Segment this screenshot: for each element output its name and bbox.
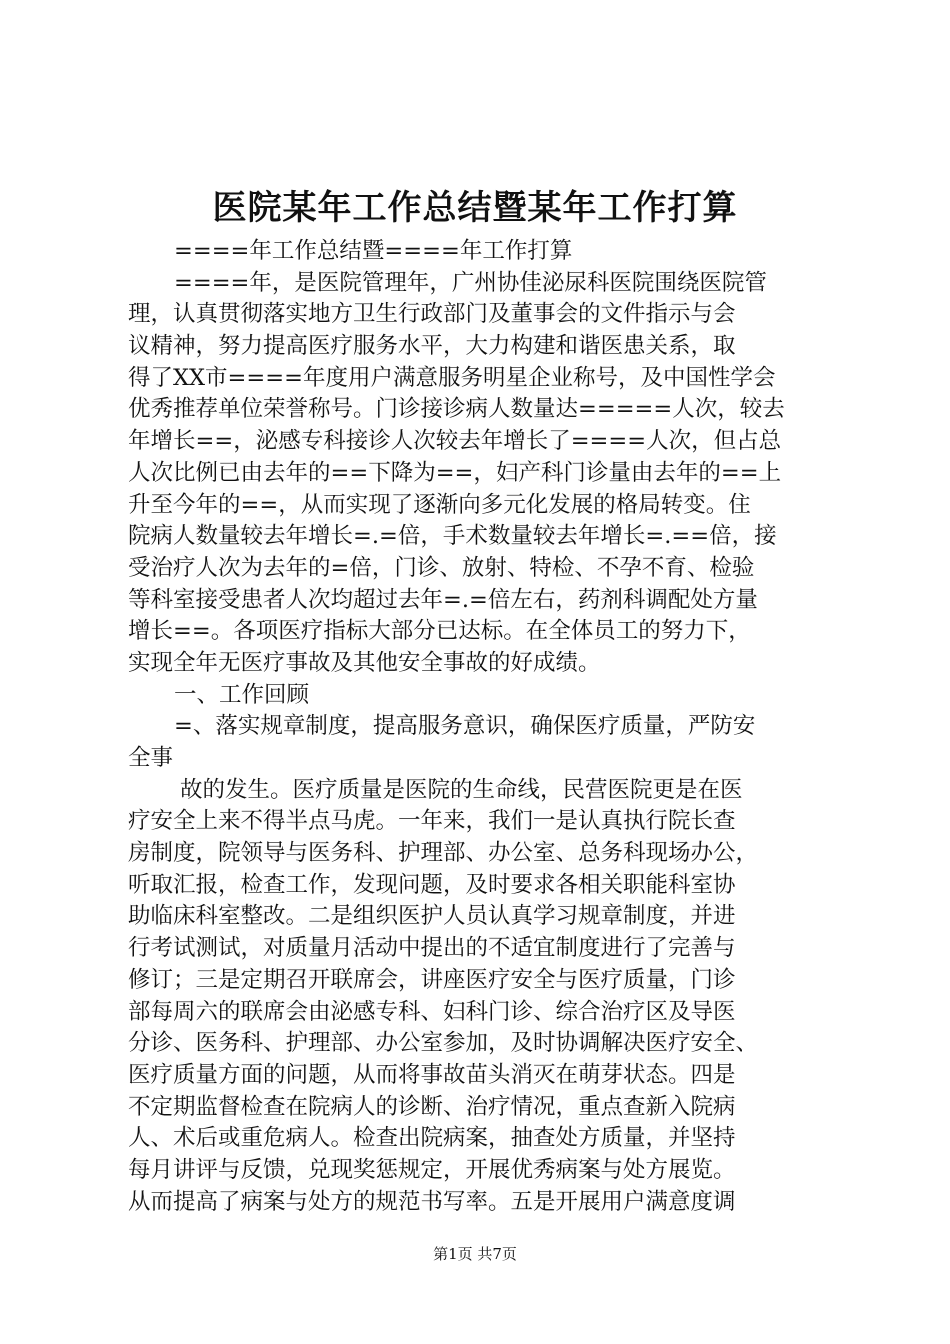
document-title: 医院某年工作总结暨某年工作打算: [212, 188, 738, 228]
subsection-heading: =、落实规章制度，提高服务意识，确保医疗质量，严防安: [174, 713, 756, 740]
paragraph-line: 院病人数量较去年增长=.=倍，手术数量较去年增长=.==倍，接: [128, 523, 777, 550]
paragraph-line: 实现全年无医疗事故及其他安全事故的好成绩。: [128, 649, 601, 676]
paragraph-line: 行考试测试，对质量月活动中提出的不适宜制度进行了完善与: [128, 935, 736, 962]
paragraph-line: 部每周六的联席会由泌感专科、妇科门诊、综合治疗区及导医: [128, 998, 736, 1025]
paragraph-line: 得了XX市====年度用户满意服务明星企业称号，及中国性学会: [128, 364, 776, 391]
paragraph-line: 助临床科室整改。二是组织医护人员认真学习规章制度，并进: [128, 903, 736, 930]
paragraph-line: 从而提高了病案与处方的规范书写率。五是开展用户满意度调: [128, 1188, 736, 1215]
paragraph-line: 不定期监督检查在院病人的诊断、治疗情况，重点查新入院病: [128, 1093, 736, 1120]
paragraph-line: 受治疗人次为去年的=倍，门诊、放射、特检、不孕不育、检验: [128, 554, 755, 581]
paragraph-line: 房制度，院领导与医务科、护理部、办公室、总务科现场办公，: [128, 840, 759, 867]
paragraph-line: 听取汇报，检查工作，发现问题，及时要求各相关职能科室协: [128, 871, 736, 898]
paragraph-line: 故的发生。医疗质量是医院的生命线，民营医院更是在医: [180, 776, 743, 803]
subsection-heading-continuation: 全事: [128, 745, 174, 771]
section-heading: 一、工作回顾: [174, 681, 310, 708]
paragraph-line: 分诊、医务科、护理部、办公室参加，及时协调解决医疗安全、: [128, 1030, 759, 1057]
paragraph-line: 等科室接受患者人次均超过去年=.=倍左右，药剂科调配处方量: [128, 586, 758, 613]
document-body: [128, 236, 840, 1218]
paragraph-line: 疗安全上来不得半点马虎。一年来，我们一是认真执行院长查: [128, 808, 736, 835]
subtitle-line: ====年工作总结暨====年工作打算: [174, 238, 573, 264]
paragraph-line: 增长==。各项医疗指标大部分已达标。在全体员工的努力下，: [128, 618, 751, 645]
paragraph-line: 每月讲评与反馈，兑现奖惩规定，开展优秀病案与处方展览。: [128, 1156, 736, 1183]
paragraph-line: 年增长==，泌感专科接诊人次较去年增长了====人次，但占总: [128, 428, 782, 455]
paragraph-line: 人、术后或重危病人。检查出院病案，抽查处方质量，并坚持: [128, 1125, 736, 1152]
page-number-footer: 第1页 共7页: [433, 1245, 517, 1263]
paragraph-line: 修订；三是定期召开联席会，讲座医疗安全与医疗质量，门诊: [128, 966, 736, 993]
paragraph-line: 医疗质量方面的问题，从而将事故苗头消灭在萌芽状态。四是: [128, 1061, 736, 1088]
paragraph-line: 优秀推荐单位荣誉称号。门诊接诊病人数量达=====人次，较去: [128, 396, 785, 423]
paragraph-line: 理，认真贯彻落实地方卫生行政部门及董事会的文件指示与会: [128, 301, 736, 328]
paragraph-line: 升至今年的==，从而实现了逐渐向多元化发展的格局转变。住: [128, 491, 751, 518]
paragraph-line: 人次比例已由去年的==下降为==，妇产科门诊量由去年的==上: [128, 459, 782, 486]
paragraph-line: ====年，是医院管理年，广州协佳泌尿科医院围绕医院管: [174, 269, 767, 296]
paragraph-line: 议精神，努力提高医疗服务水平，大力构建和谐医患关系，取: [128, 333, 736, 360]
